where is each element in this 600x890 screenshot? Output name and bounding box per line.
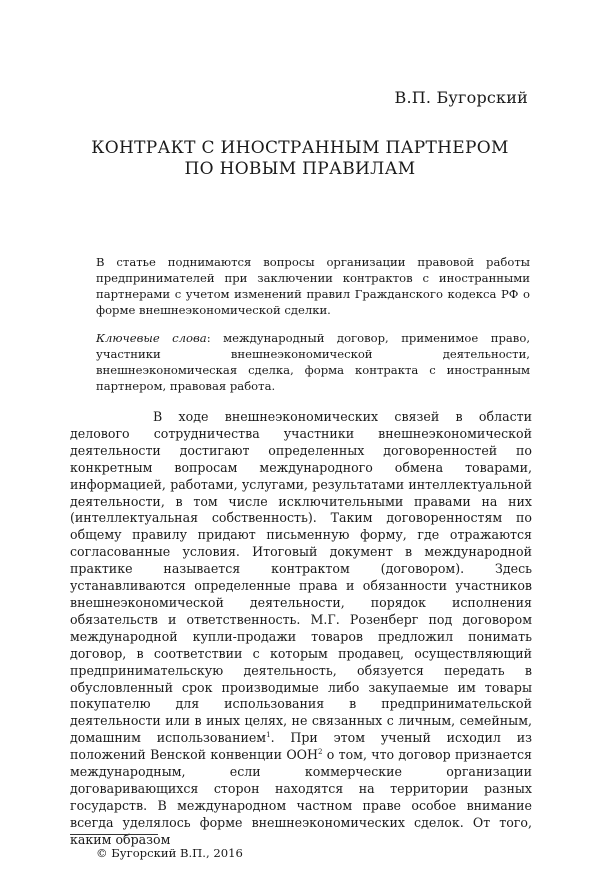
body-paragraph	[70, 409, 532, 849]
author-name: В.П. Бугорский	[394, 88, 528, 107]
title-line-2: ПО НОВЫМ ПРАВИЛАМ	[184, 159, 416, 179]
body-part-2: . При этом ученый исходил из положений Венской конвенции ООН	[70, 730, 532, 763]
keywords-label: Ключевые слова	[96, 331, 207, 345]
footnote-ref-1: 1	[266, 731, 271, 740]
abstract	[96, 254, 530, 406]
footnote-ref-2: 2	[317, 748, 323, 757]
article-title	[70, 138, 530, 180]
copyright-note: © Бугорский В.П., 2016	[96, 846, 243, 860]
article-body	[70, 409, 532, 849]
keywords	[96, 330, 530, 394]
body-part-1: В ходе внешнеэкономических связей в области делового сотрудничества участники внешнеэкономической деятельности достигают определенных договоренностей по конкретным вопросам международного обмена товарами, информацией, работами, услугами, результатами интеллектуальной деятельности, в том числе исключительными правами на них (интеллектуальная собственность). Таким договоренностям по общему правилу придают письменную форму, где отражаются согласованные условия. Итоговый документ в международной практике называется контрактом (договором). Здесь устанавливаются определенные права и обязанности участников внешнеэкономической деятельности, порядок исполнения обязательств и ответственность. М.Г. Розенберг под договором международной купли-продажи товаров предложил понимать договор, в соответствии с которым продавец, осуществляющий предпринимательскую деятельность, обязуется передать в обусловленный срок производимые либо закупаемые им товары покупателю для использования в предпринимательской деятельности или в иных целях, не связанных с личным, семейным, домашним использованием	[70, 409, 532, 746]
title-line-1: КОНТРАКТ С ИНОСТРАННЫМ ПАРТНЕРОМ	[91, 138, 509, 158]
footnote-divider	[70, 834, 158, 835]
abstract-text: В статье поднимаются вопросы организации правовой работы предпринимателей при заключении контрактов с иностранными партнерами с учетом изменений правил Гражданского кодекса РФ о форме внешнеэкономической сделки.	[96, 255, 530, 317]
keywords-text: : международный договор, применимое право, участники внешнеэкономической деятельности, внешнеэкономическая сделка, форма контракта с иностранным партнером, правовая работа.	[96, 331, 530, 393]
body-part-3: о том, что договор признается международным, если коммерческие организации договаривающихся сторон находятся на территории разных государств. В международном частном праве особое внимание всегда уделялось форме внешнеэкономических сделок. От того, каким образом	[70, 747, 532, 847]
